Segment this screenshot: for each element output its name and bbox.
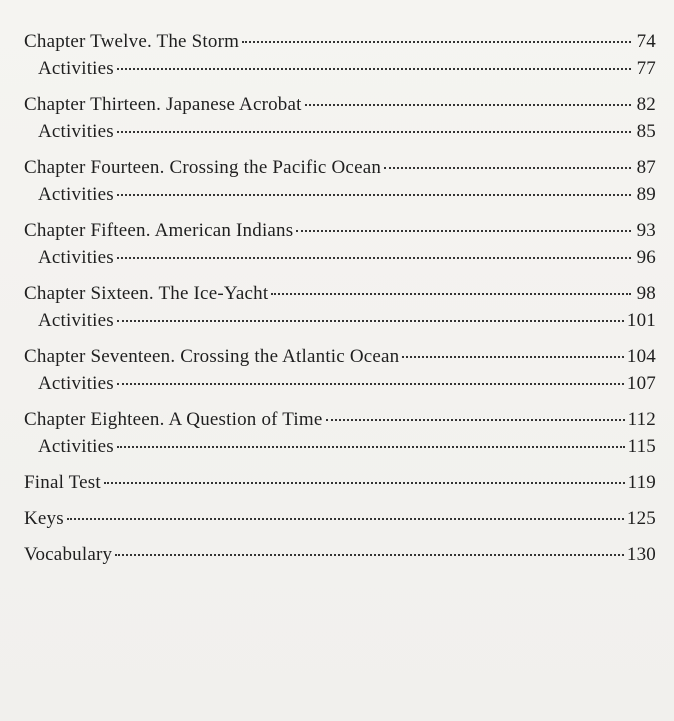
toc-page-number: 87 <box>636 157 656 178</box>
toc-entry-chapter-sixteen <box>24 280 656 307</box>
toc-entry-activities <box>24 244 656 271</box>
toc-page-number: 130 <box>626 544 656 565</box>
toc-page-number: 82 <box>636 94 656 115</box>
toc-label: Activities <box>38 184 114 205</box>
toc-entry-chapter-seventeen <box>24 343 656 370</box>
dot-leader <box>117 445 625 448</box>
toc-page-number: 77 <box>636 58 656 79</box>
dot-leader <box>296 229 631 232</box>
dot-leader <box>117 130 631 133</box>
toc-entry-chapter-eighteen <box>24 406 656 433</box>
dot-leader <box>305 103 631 106</box>
toc-label: Activities <box>38 373 114 394</box>
dot-leader <box>242 40 631 43</box>
toc-entry-final-test <box>24 469 656 496</box>
toc-page-number: 85 <box>636 121 656 142</box>
dot-leader <box>117 319 624 322</box>
toc-entry-activities <box>24 181 656 208</box>
toc-entry-chapter-fourteen <box>24 154 656 181</box>
dot-leader <box>117 67 631 70</box>
dot-leader <box>104 481 625 484</box>
dot-leader <box>115 553 624 556</box>
toc-label: Chapter Seventeen. Crossing the Atlantic Ocean <box>24 346 400 367</box>
toc-page-number: 101 <box>626 310 656 331</box>
toc-entry-activities <box>24 307 656 334</box>
toc-entry-chapter-thirteen <box>24 91 656 118</box>
toc-label: Activities <box>38 247 114 268</box>
dot-leader <box>117 256 631 259</box>
dot-leader <box>402 355 624 358</box>
dot-leader <box>326 418 625 421</box>
toc-label: Chapter Fifteen. American Indians <box>24 220 294 241</box>
toc-page-number: 107 <box>626 373 656 394</box>
toc-entry-activities <box>24 118 656 145</box>
toc-label: Keys <box>24 508 64 529</box>
toc-label: Vocabulary <box>24 544 113 565</box>
toc-label: Activities <box>38 436 114 457</box>
toc-page-number: 98 <box>636 283 656 304</box>
toc-label: Chapter Eighteen. A Question of Time <box>24 409 323 430</box>
toc-label: Chapter Thirteen. Japanese Acrobat <box>24 94 302 115</box>
toc-label: Activities <box>38 310 114 331</box>
toc-page-number: 119 <box>627 472 656 493</box>
toc-page-number: 112 <box>627 409 656 430</box>
toc-page-number: 96 <box>636 247 656 268</box>
toc-label: Activities <box>38 121 114 142</box>
toc-entry-chapter-twelve <box>24 28 656 55</box>
toc-label: Activities <box>38 58 114 79</box>
toc-page-number: 115 <box>627 436 656 457</box>
toc-page-number: 125 <box>626 508 656 529</box>
toc-entry-vocabulary <box>24 541 656 568</box>
toc-label: Chapter Twelve. The Storm <box>24 31 240 52</box>
toc-label: Chapter Sixteen. The Ice-Yacht <box>24 283 269 304</box>
dot-leader <box>117 193 631 196</box>
toc-page-number: 93 <box>636 220 656 241</box>
toc-page-number: 104 <box>626 346 656 367</box>
dot-leader <box>384 166 631 169</box>
toc-entry-keys <box>24 505 656 532</box>
toc-page-number: 89 <box>636 184 656 205</box>
toc-page-number: 74 <box>636 31 656 52</box>
dot-leader <box>271 292 631 295</box>
dot-leader <box>117 382 624 385</box>
toc-entry-activities <box>24 55 656 82</box>
toc-entry-chapter-fifteen <box>24 217 656 244</box>
toc-entry-activities <box>24 370 656 397</box>
table-of-contents <box>24 28 656 568</box>
toc-label: Final Test <box>24 472 101 493</box>
dot-leader <box>67 517 624 520</box>
toc-label: Chapter Fourteen. Crossing the Pacific Ocean <box>24 157 382 178</box>
toc-entry-activities <box>24 433 656 460</box>
